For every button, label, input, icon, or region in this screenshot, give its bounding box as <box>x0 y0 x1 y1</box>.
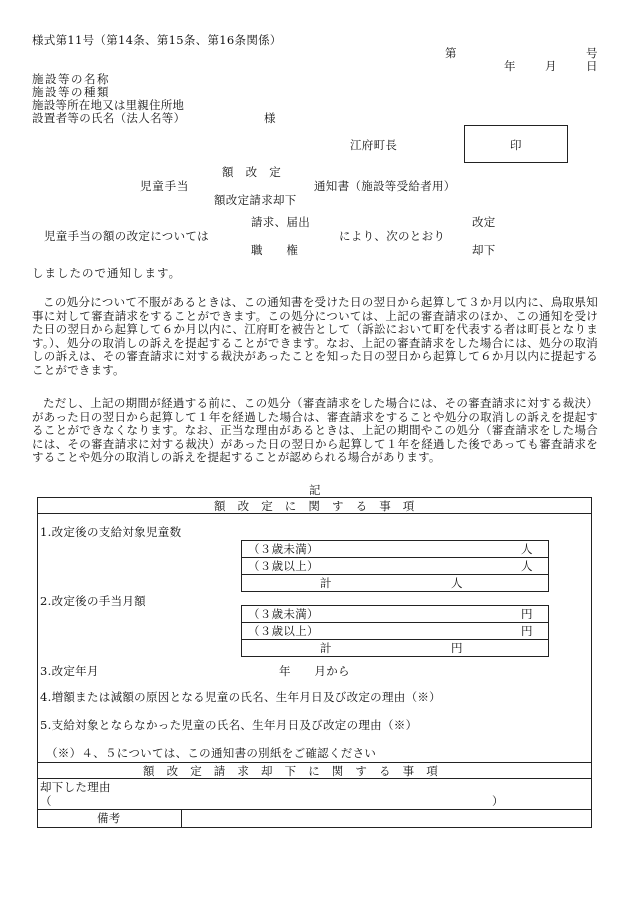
title-option-rejection: 額改定請求却下 <box>214 193 297 207</box>
facility-type-label: 施設等の種類 <box>32 85 110 99</box>
item-children-count: 1.改定後の支給対象児童数 <box>40 525 182 539</box>
rejection-header-rule <box>37 778 592 779</box>
date-day: 日 <box>586 59 598 73</box>
reason-paren-close: ） <box>492 794 504 808</box>
children-over3-unit: 人 <box>521 559 533 573</box>
title-main-right: 通知書（施設等受給者用） <box>314 179 456 193</box>
item-increase-decrease-reason: 4.増額または減額の原因となる児童の氏名、生年月日及び改定の理由（※） <box>40 690 441 704</box>
amount-row-rule-1 <box>241 622 549 623</box>
document-number-suffix: 号 <box>586 46 598 60</box>
amount-total-unit: 円 <box>451 641 463 655</box>
rejection-table-header: 額 改 定 請 求 却 下 に 関 す る 事 項 <box>143 764 438 778</box>
intro-lead: 児童手当の額の改定については <box>44 229 209 243</box>
children-row-rule-1 <box>241 557 549 558</box>
remarks-label: 備考 <box>97 811 121 825</box>
item-revision-month: 3.改定年月 <box>40 664 99 678</box>
revision-month-value: 年 月から <box>279 664 350 678</box>
facility-location-label: 施設等所在地又は里親住所地 <box>32 98 185 112</box>
date-year: 年 <box>504 59 516 73</box>
form-number: 様式第11号（第14条、第15条、第16条関係） <box>32 33 282 47</box>
intro-reason-request: 請求、届出 <box>251 215 310 229</box>
children-under3-unit: 人 <box>521 542 533 556</box>
intro-result-revision: 改定 <box>472 215 496 229</box>
appeal-paragraph-2: ただし、上記の期間が経過する前に、この処分（審査請求をした場合には、その審査請求に対する裁決）があった日の翌日から起算して１年を経過した場合は、審査請求をすることや処分の取消しの訴えを提起することができなくなります。なお、正当な理由があるときは、上記の期間やこの処分（審査請求をした場合には、その審査請求に対する裁決）があった日の翌日から起算して１年を経過した後であっても審査請求をすることや処分の取消しの訴えを提起することが認められる場合があります。 <box>32 396 598 465</box>
intro-middle: により、次のとおり <box>339 229 446 243</box>
intro-reason-authority: 職 権 <box>251 243 299 257</box>
amount-over3-unit: 円 <box>521 624 533 638</box>
founder-name-label: 設置者等の氏名（法人名等） <box>32 111 186 125</box>
appeal-paragraph-1: この処分について不服があるときは、この通知書を受けた日の翌日から起算して３か月以内に、鳥取県知事に対して審査請求をすることができます。この処分については、上記の審査請求のほか、この通知を受けた日の翌日から起算して６か月以内に、江府町を被告として（訴訟において町を代表する者は町長となります。）、処分の取消しの訴えを提起することができます。なお、上記の審査請求をした場合には、処分の取消しの訴えは、その審査請求に対する裁決があったことを知った日の翌日から起算して６か月以内に提起することができます。 <box>32 295 598 377</box>
amount-under3-label: （３歳未満） <box>248 607 319 621</box>
rejection-reason-label: 却下した理由 <box>40 780 111 794</box>
item-ineligible-children: 5.支給対象とならなかった児童の氏名、生年月日及び改定の理由（※） <box>40 718 418 732</box>
intro-result-rejection: 却下 <box>472 243 496 257</box>
facility-name-label: 施設等の名称 <box>32 72 110 86</box>
remarks-divider <box>181 809 182 828</box>
revision-header-rule <box>37 513 592 514</box>
attachment-note: （※）４、５については、この通知書の別紙をご確認ください <box>46 746 377 760</box>
honorific-sama: 様 <box>264 111 276 125</box>
children-total-label: 計 <box>320 576 332 590</box>
children-over3-label: （３歳以上） <box>248 559 319 573</box>
item-monthly-amount: 2.改定後の手当月額 <box>40 594 146 608</box>
amount-total-label: 計 <box>320 641 332 655</box>
reason-paren-open: （ <box>40 794 52 808</box>
seal-mark: 印 <box>510 138 522 152</box>
amount-over3-label: （３歳以上） <box>248 624 319 638</box>
intro-closing: しましたので通知します。 <box>32 266 182 280</box>
children-total-unit: 人 <box>451 576 463 590</box>
children-under3-label: （３歳未満） <box>248 542 319 556</box>
children-row-rule-2 <box>241 574 549 575</box>
amount-under3-unit: 円 <box>521 607 533 621</box>
title-option-revision: 額 改 定 <box>222 165 281 179</box>
document-number-prefix: 第 <box>445 46 457 60</box>
title-main-left: 児童手当 <box>140 179 190 193</box>
rejection-reason-rule <box>37 809 592 810</box>
ki-heading: 記 <box>309 483 321 497</box>
date-month: 月 <box>545 59 557 73</box>
issuer-mayor: 江府町長 <box>350 138 398 152</box>
revision-table-header: 額 改 定 に 関 す る 事 項 <box>214 499 415 513</box>
amount-row-rule-2 <box>241 639 549 640</box>
